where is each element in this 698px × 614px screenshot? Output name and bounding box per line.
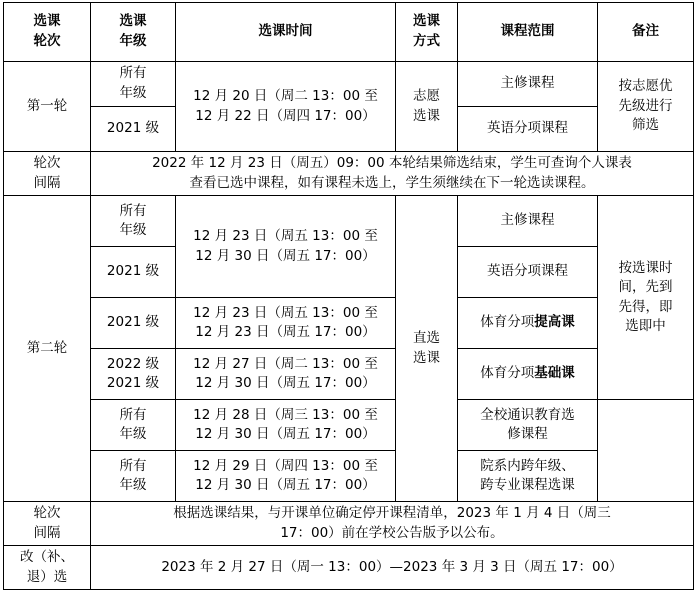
round2-scope-0: 主修课程	[458, 196, 598, 247]
header-method-line2: 方式	[413, 33, 440, 49]
round2-grade-2: 2021 级	[91, 298, 176, 349]
round2-grade-3-line2: 2021 级	[106, 375, 160, 392]
round1-scope-english: 英语分项课程	[458, 107, 598, 152]
table-row	[4, 298, 694, 349]
round2-grade-5-line2: 年级	[119, 477, 147, 494]
round2-scope-5-line1: 院系内跨年级、	[480, 457, 575, 474]
final-label-line2: 退）选	[26, 568, 68, 585]
header-remark: 备注	[598, 3, 694, 62]
round1-grade-all-line1: 所有	[119, 65, 147, 82]
gap1-label	[4, 152, 91, 196]
gap1-label-line1: 轮次	[33, 155, 61, 171]
round2-grade-0-line1: 所有	[119, 202, 147, 219]
round1-grade-2021: 2021 级	[91, 107, 176, 152]
round2-scope-4-line1: 全校通识教育选	[480, 406, 575, 423]
round2-time-5-line2: 12 月 30 日（周五 17：00）	[195, 477, 376, 494]
round2-time-3-line2: 12 月 30 日（周五 17：00）	[195, 375, 376, 392]
header-method	[396, 3, 458, 62]
round2-time-4	[176, 400, 396, 451]
round2-scope-4-line2: 修课程	[507, 426, 548, 443]
round2-grade-4-line1: 所有	[119, 406, 147, 423]
header-time: 选课时间	[176, 3, 396, 62]
round2-time-0	[176, 196, 396, 298]
round2-time-4-line2: 12 月 30 日（周五 17：00）	[195, 426, 376, 443]
round1-grade-all	[91, 62, 176, 107]
gap2-label-line2: 间隔	[33, 524, 61, 541]
round2-grade-1: 2021 级	[91, 247, 176, 298]
table-row	[4, 451, 694, 502]
gap1-text	[91, 152, 694, 196]
round1-method	[396, 62, 458, 152]
round2-scope-3-prefix: 体育分项	[480, 365, 535, 382]
header-grade	[91, 3, 176, 62]
round2-scope-5-line2: 跨专业课程选课	[480, 477, 575, 494]
header-grade-line2: 年级	[119, 33, 147, 49]
round2-scope-2	[458, 298, 598, 349]
round1-time-line1: 12 月 20 日（周二 13：00 至	[193, 87, 378, 104]
course-selection-schedule	[3, 2, 693, 590]
round2-grade-4	[91, 400, 176, 451]
round2-grade-0-line2: 年级	[119, 222, 147, 239]
round2-time-5-line1: 12 月 29 日（周四 13：00 至	[193, 457, 378, 474]
round2-method-line1: 直选	[413, 330, 440, 347]
header-round-line2: 轮次	[33, 33, 61, 49]
table-header-row	[4, 3, 694, 62]
round1-time-line2: 12 月 22 日（周四 17：00）	[195, 107, 376, 124]
round2-time-2-line1: 12 月 23 日（周五 13：00 至	[193, 304, 378, 321]
round1-remark	[598, 62, 694, 152]
round2-time-5	[176, 451, 396, 502]
round2-scope-3-bold: 基础课	[534, 365, 575, 382]
table-row	[4, 502, 694, 546]
round2-scope-5	[458, 451, 598, 502]
round2-grade-4-line2: 年级	[119, 426, 147, 443]
final-label-line1: 改（补、	[20, 549, 74, 566]
round1-grade-all-line2: 年级	[119, 85, 147, 101]
round1-time	[176, 62, 396, 152]
round2-remark-line3: 先得，即	[618, 298, 673, 315]
gap2-label	[4, 502, 91, 546]
round2-time-2-line2: 12 月 23 日（周五 17：00）	[195, 324, 376, 341]
round2-method	[396, 196, 458, 502]
round2-time-0-line1: 12 月 23 日（周五 13：00 至	[193, 228, 378, 245]
round1-label: 第一轮	[4, 62, 91, 152]
round2-scope-1: 英语分项课程	[458, 247, 598, 298]
gap2-text-line1: 根据选课结果，与开课单位确定停开课程清单，2023 年 1 月 4 日（周三	[173, 505, 611, 522]
final-label	[4, 546, 91, 590]
round2-time-4-line1: 12 月 28 日（周三 13：00 至	[193, 406, 378, 423]
round2-grade-5-line1: 所有	[119, 457, 147, 474]
round2-grade-5	[91, 451, 176, 502]
round2-remark-line1: 按选课时	[618, 259, 673, 276]
gap2-text-line2: 17：00）前在学校公告版予以公布。	[280, 524, 504, 541]
gap1-label-line2: 间隔	[33, 174, 61, 191]
header-scope: 课程范围	[458, 3, 598, 62]
table-row	[4, 400, 694, 451]
round2-time-3-line1: 12 月 27 日（周二 13：00 至	[193, 355, 378, 372]
gap1-text-line2: 查看已选中课程，如有课程未选上，学生须继续在下一轮选读课程。	[189, 174, 595, 191]
table-row	[4, 349, 694, 400]
round2-scope-3	[458, 349, 598, 400]
table-row	[4, 152, 694, 196]
round2-scope-2-bold: 提高课	[534, 314, 575, 331]
round2-time-0-line2: 12 月 30 日（周五 17：00）	[195, 247, 376, 264]
round1-method-line2: 选课	[413, 107, 440, 124]
round2-grade-3	[91, 349, 176, 400]
round2-remark-line2: 间，先到	[618, 279, 673, 296]
round1-remark-line1: 按志愿优	[618, 78, 673, 95]
table-row	[4, 62, 694, 107]
table-row	[4, 196, 694, 247]
header-round	[4, 3, 91, 62]
round2-scope-2-prefix: 体育分项	[480, 314, 535, 331]
gap2-text	[91, 502, 694, 546]
round2-label: 第二轮	[4, 196, 91, 502]
round1-method-line1: 志愿	[413, 87, 440, 104]
round1-scope-major: 主修课程	[458, 62, 598, 107]
gap2-label-line1: 轮次	[33, 505, 61, 522]
round2-grade-3-line1: 2022 级	[106, 355, 160, 372]
round2-time-3	[176, 349, 396, 400]
table-row	[4, 546, 694, 590]
header-round-line1: 选课	[33, 13, 61, 30]
header-grade-line1: 选课	[119, 13, 147, 30]
round2-time-2	[176, 298, 396, 349]
round2-remark-filler	[598, 400, 694, 502]
header-method-line1: 选课	[413, 13, 440, 30]
gap1-text-line1: 2022 年 12 月 23 日（周五）09：00 本轮结果筛选结束，学生可查询个人课表	[152, 155, 632, 171]
round2-method-line2: 选课	[413, 349, 440, 366]
round2-remark-line4: 选即中	[625, 318, 666, 335]
schedule-table	[3, 2, 694, 590]
round2-scope-4	[458, 400, 598, 451]
round1-remark-line2: 先级进行	[618, 97, 673, 114]
round1-remark-line3: 筛选	[632, 117, 659, 134]
round2-grade-0	[91, 196, 176, 247]
round2-remark	[598, 196, 694, 400]
final-text: 2023 年 2 月 27 日（周一 13：00）—2023 年 3 月 3 日（周五 17：00）	[91, 546, 694, 590]
